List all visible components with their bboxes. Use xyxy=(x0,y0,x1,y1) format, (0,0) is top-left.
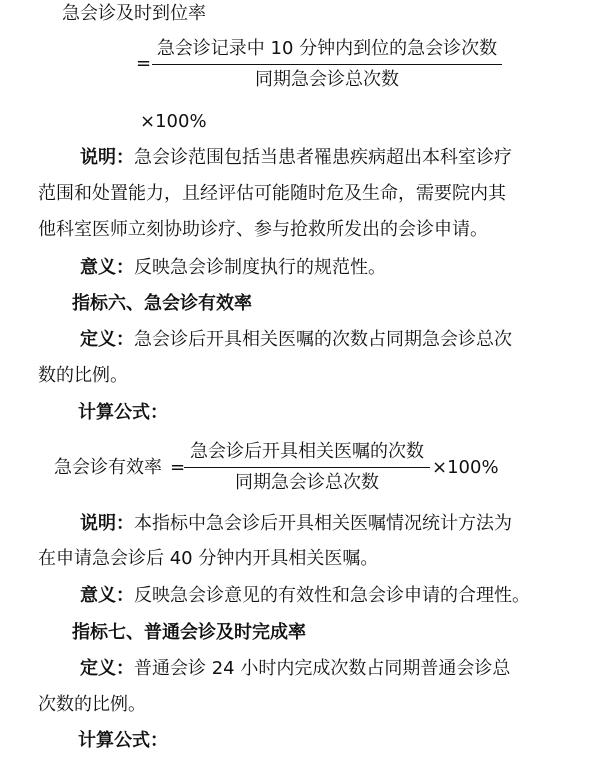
formula1-fraction xyxy=(152,37,502,92)
explain1-line3: 他科室医师立刻协助诊疗、参与抢救所发出的会诊申请。 xyxy=(38,219,488,240)
formula1-fraction-bar xyxy=(152,64,502,65)
explain2-line1 xyxy=(80,512,512,536)
formula2-equals: = xyxy=(170,457,186,478)
definition7-line1 xyxy=(80,657,510,681)
meaning1-label: 意义： xyxy=(80,257,134,278)
meaning2-line xyxy=(80,584,530,608)
formula1-denominator: 同期急会诊总次数 xyxy=(255,69,399,90)
meaning2-text: 反映急会诊意见的有效性和急会诊申请的合理性。 xyxy=(134,585,530,606)
definition6-line2: 数的比例。 xyxy=(38,365,128,386)
formula2-fraction xyxy=(184,440,430,495)
explain2-label: 说明： xyxy=(80,513,134,534)
meaning1-text: 反映急会诊制度执行的规范性。 xyxy=(134,257,386,278)
formula1-numerator: 急会诊记录中 10 分钟内到位的急会诊次数 xyxy=(156,38,498,59)
definition6-line1 xyxy=(80,328,512,352)
formula2-numerator: 急会诊后开具相关医嘱的次数 xyxy=(190,441,424,462)
formula1-equals: = xyxy=(136,53,152,74)
formula2-denominator: 同期急会诊总次数 xyxy=(235,472,379,493)
definition7-line2: 次数的比例。 xyxy=(38,694,146,715)
explain1-line2: 范围和处置能力，且经评估可能随时危及生命，需要院内其 xyxy=(38,183,506,204)
meaning2-label: 意义： xyxy=(80,585,134,606)
explain2-line2: 在申请急会诊后 40 分钟内开具相关医嘱。 xyxy=(38,548,379,569)
formula2-times-100: ×100% xyxy=(432,457,499,478)
explain1-text1: 急会诊范围包括当患者罹患疾病超出本科室诊疗 xyxy=(134,147,512,168)
formula2-lhs: 急会诊有效率 xyxy=(54,457,162,478)
formula1-times-100: ×100% xyxy=(140,111,207,132)
definition6-text1: 急会诊后开具相关医嘱的次数占同期急会诊总次 xyxy=(134,329,512,350)
definition6-label: 定义： xyxy=(80,329,134,350)
indicator-title-continued: 急会诊及时到位率 xyxy=(62,3,206,24)
indicator6-title: 指标六、急会诊有效率 xyxy=(72,293,252,314)
formula2-fraction-bar xyxy=(184,467,430,468)
calc6-label: 计算公式： xyxy=(78,402,168,423)
explain2-text1: 本指标中急会诊后开具相关医嘱情况统计方法为 xyxy=(134,513,512,534)
meaning1-line xyxy=(80,256,386,280)
definition7-text1: 普通会诊 24 小时内完成次数占同期普通会诊总 xyxy=(134,658,511,679)
calc7-label: 计算公式： xyxy=(78,730,168,751)
explain1-line1 xyxy=(80,146,512,170)
explain1-label: 说明： xyxy=(80,147,134,168)
definition7-label: 定义： xyxy=(80,658,134,679)
indicator7-title: 指标七、普通会诊及时完成率 xyxy=(72,622,306,643)
